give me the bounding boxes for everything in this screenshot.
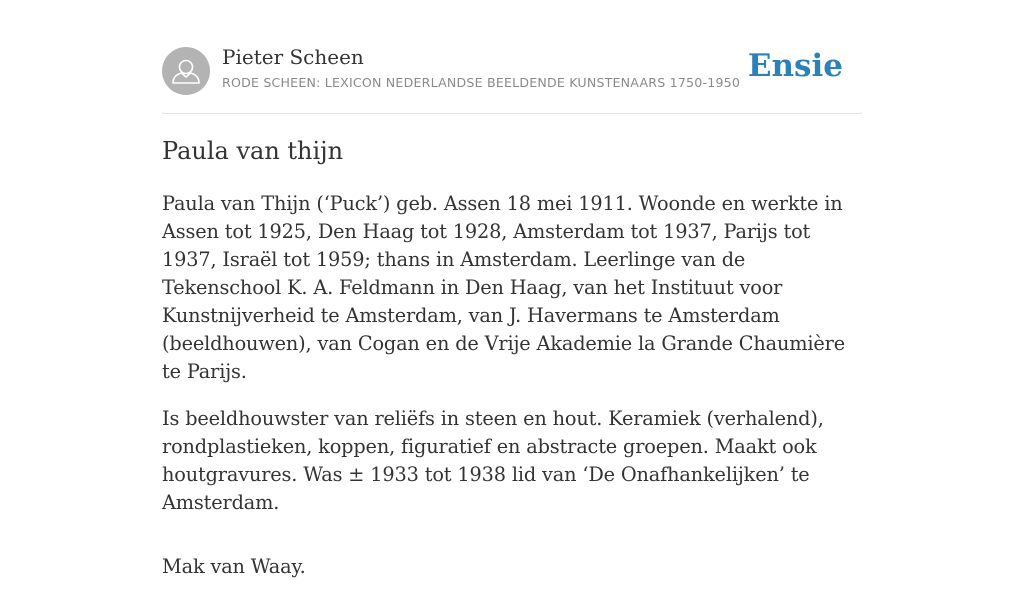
article-header bbox=[162, 0, 862, 114]
source-title[interactable]: RODE SCHEEN: LEXICON NEDERLANDSE BEELDENDE KUNSTENAARS 1750-1950 bbox=[222, 75, 741, 90]
paragraph-biography: Paula van Thijn (‘Puck’) geb. Assen 18 mei 1911. Woonde en werkte in Assen tot 1925, Den Haag tot 1928, Amsterdam tot 1937, Parijs tot 1937, Israël tot 1959; thans in Amsterdam. Leerlinge van de Tekenschool K. A. Feldmann in Den Haag, van het Instituut voor Kunstnijverheid te Amsterdam, van J. Havermans te Amsterdam (beeldhouwen), van Cogan en de Vrije Akademie la Grande Chaumière te Parijs. bbox=[162, 192, 845, 383]
article-title: Paula van thijn bbox=[162, 137, 344, 165]
brand-logo[interactable]: Ensie bbox=[747, 48, 843, 84]
paragraph-source-credit: Mak van Waay. bbox=[162, 555, 306, 578]
user-silhouette-icon bbox=[162, 47, 210, 95]
author-name[interactable]: Pieter Scheen bbox=[222, 45, 364, 69]
article-container bbox=[162, 0, 862, 578]
author-avatar[interactable] bbox=[162, 47, 210, 95]
paragraph-works: Is beeldhouwster van reliëfs in steen en hout. Keramiek (verhalend), rondplastieken, koppen, figuratief en abstracte groepen. Maakt ook houtgravures. Was ± 1933 tot 1938 lid van ‘De Onafhankelijken’ te Amsterdam. bbox=[162, 407, 824, 514]
article-body bbox=[162, 190, 862, 600]
